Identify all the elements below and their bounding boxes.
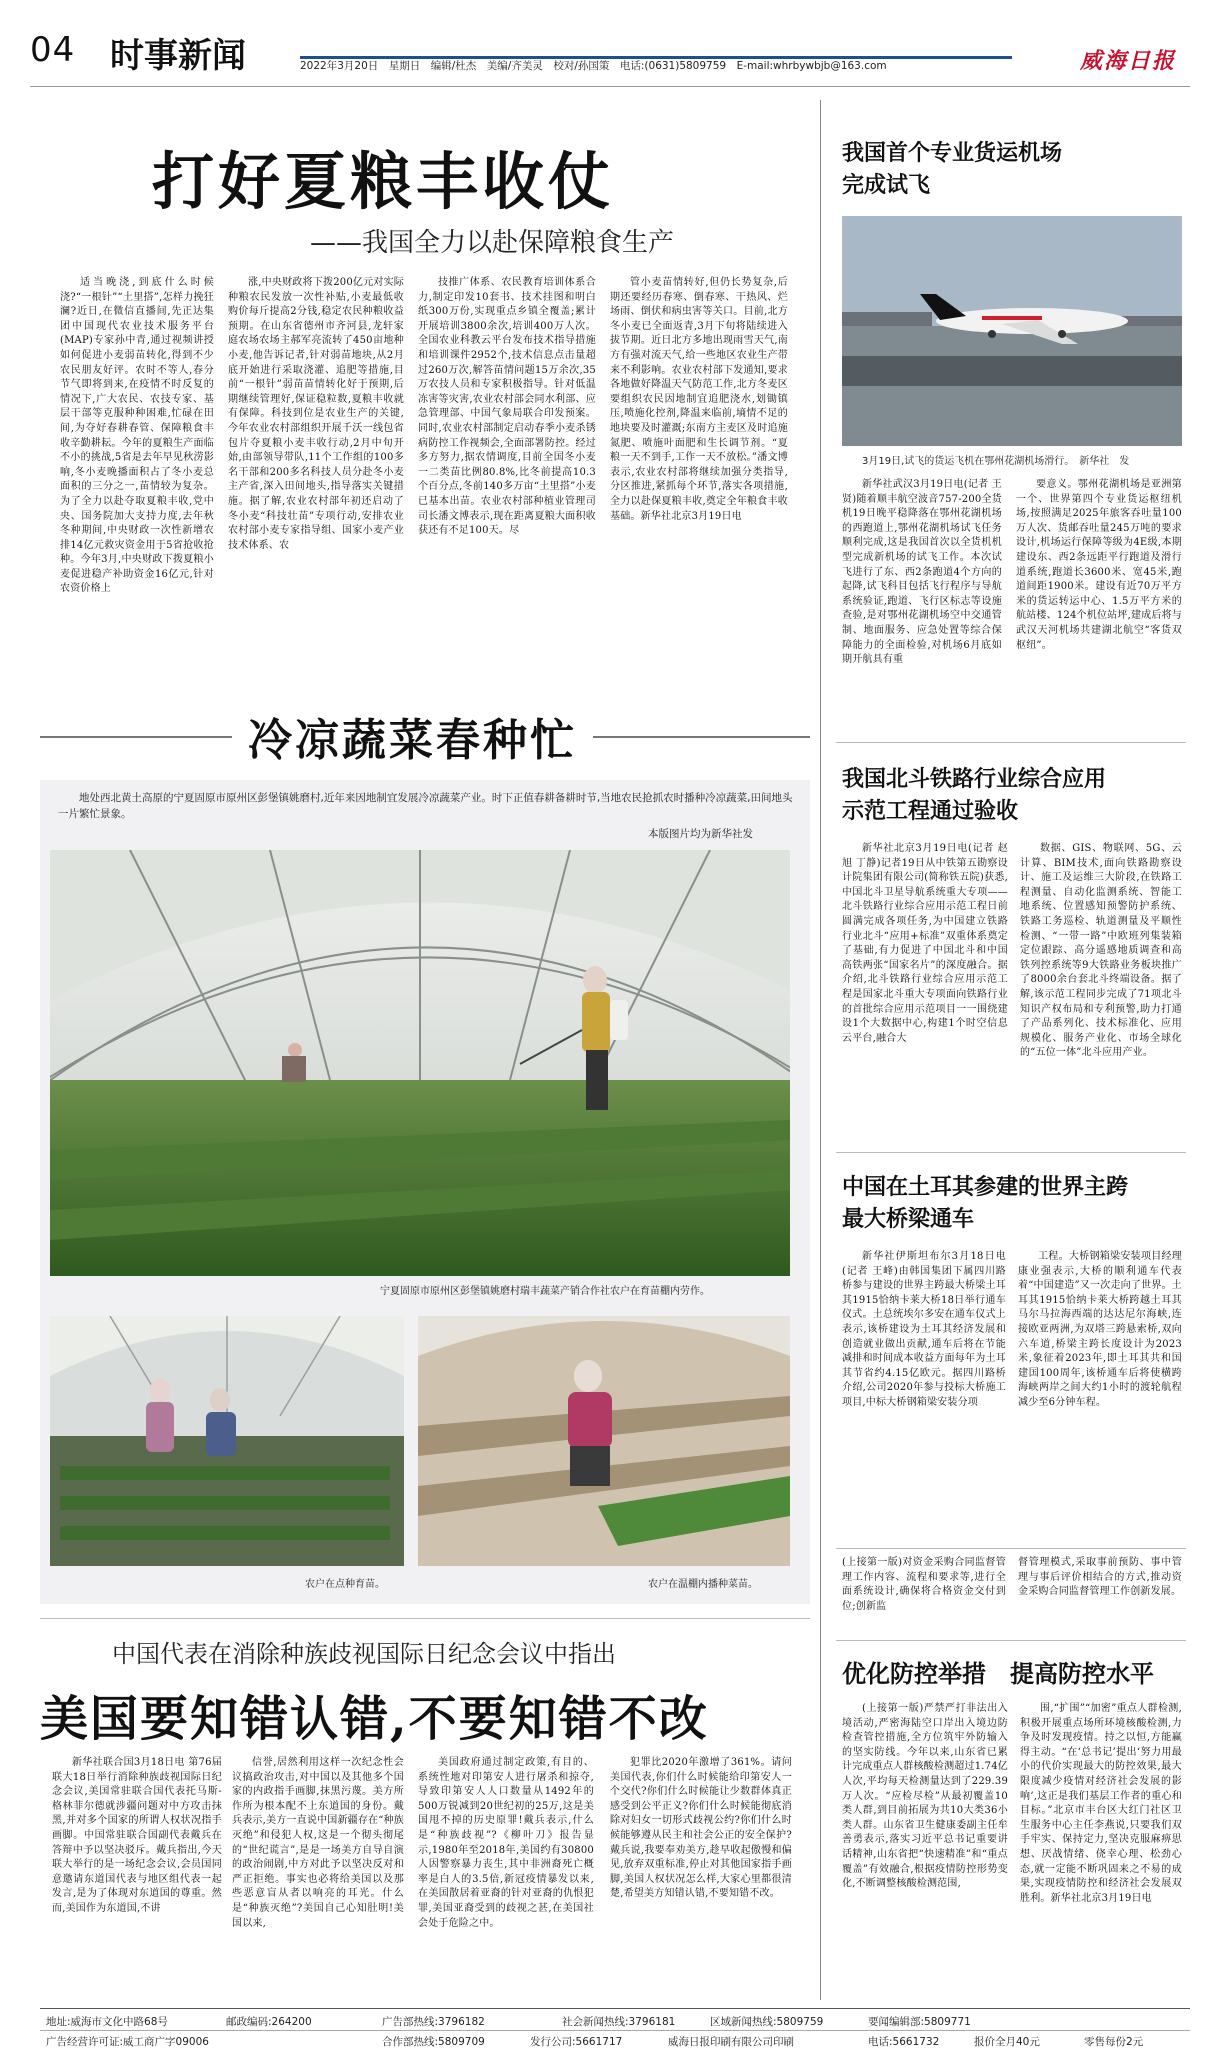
- airport-col-1: 新华社武汉3月19日电(记者 王贤)随着顺丰航空波音757-200全货机19日晚平稳降落在鄂州花湖机场的西跑道上,鄂州花湖机场试飞任务顺利完成,这是我国首次以全货机机型完成新机场的试飞工作。本次试飞进行了东、西2条跑道4个方向的起降,试飞科目包括飞行程序与导航系统验证,跑道、飞行区标志等设施查验,是对鄂州花湖机场空中交通管制、地面服务、应急处置等综合保障能力的全面检验,对机场6月底如期开航具有重: [842, 479, 1002, 666]
- masthead-logo: 威海日报: [1080, 48, 1177, 74]
- vegetable-title: 冷凉蔬菜春种忙: [232, 704, 593, 768]
- cont-col-2: 督管理模式,采取事前预防、事中管理与事后评价相结合的方式,推动资金采购合同监督管理工作创新发展。: [1018, 1557, 1182, 1598]
- un-col-2: 信誉,居然利用这样一次纪念性会议搞政治攻击,对中国以及其他多个国家的内政指手画脚,抹黑污蔑。美方所作所为根本配不上东道国的身份。戴兵表示,美方一直说中国新疆存在“种族灭绝”和侵犯人权,这是一个彻头彻尾的“世纪谎言”,是是一场美方自导自演的政治闹剧,中方对此予以坚决反对和严正拒绝。事实也必将给美国以及那些恶意盲从者以响亮的耳光。什么是“种族灭绝”?美国自己心知肚明!美国以来,: [232, 1757, 404, 1929]
- lead-title: 打好夏粮丰收仗: [152, 145, 615, 218]
- footer-social-hotline: 社会新闻热线:3796181: [562, 2016, 676, 2028]
- cont-col-1: (上接第一版)对资金采购合同监督管理工作内容、流程和要求等,进行全面系统设计,确保将合格资金交付到位;创新监: [842, 1557, 1006, 1612]
- footer-mid-rule: [40, 2030, 1190, 2031]
- un-kicker: 中国代表在消除种族歧视国际日纪念会议中指出: [112, 1640, 616, 1668]
- un-col-4: 犯罪比2020年激增了361%。请问美国代表,你们什么时候能给印第安人一个交代?你们什么时候能让少数群体真正感受到公平正义?你们什么时候能彻底消除对妇女一切形式歧视公约?你们什么时候能够遵从民主和社会公正的安全保护?戴兵说,我要奉劝美方,趁早收起傲慢和偏见,放弃双重标准,停止对其他国家指手画脚,美国人权状况怎么样,大家心里都很清楚,希望美方知错认错,不要知错不改。: [610, 1757, 792, 1900]
- epidemic-top-rule: [836, 1640, 1186, 1641]
- footer-ad-hotline: 广告部热线:3796182: [382, 2016, 485, 2028]
- footer-distribution: 发行公司:5661717: [530, 2036, 623, 2048]
- footer-news-desk: 要闻编辑部:5809771: [868, 2016, 971, 2028]
- airport-caption: 3月19日,试飞的货运飞机在鄂州花湖机场滑行。 新华社 发: [862, 456, 1130, 467]
- beidou-col-2: 数据、GIS、物联网、5G、云计算、BIM技术,面向铁路勘察设计、施工及运维三大阶段,在铁路工程测量、自动化监测系统、智能工地系统、位置感知预警防护系统、铁路工务巡检、轨道测量及平顺性检测、“一带一路”中欧班列集装箱定位跟踪、高分遥感地质调查和高铁列控系统等9大铁路业务板块推广了8000余台套北斗终端设备。据了解,该示范工程同步完成了71项北斗知识产权布局和专利预警,助力打通了产品系列化、技术标准化、应用规模化、服务产业化、市场全球化的“五位一体”北斗应用产业。: [1020, 843, 1182, 1059]
- footer-postcode: 邮政编码:264200: [226, 2016, 312, 2028]
- lead-subtitle: ——我国全力以赴保障粮食生产: [310, 228, 675, 258]
- lead-col-3: 技推广体系、农民教育培训体系合力,制定印发10套书、技术挂图和明白纸300万份,实现重点乡镇全覆盖;累计开展培训3800余次,培训400万人次。全国农业科教云平台发布技术指导措施和培训课件2952个,技术信息点击量超过260万次,解答苗情问题15万余次,35万农技人员和专家积极指导。针对低温冻害等灾害,农业农村部会同水利部、应急管理部、中国气象局联合印发预案。同时,农业农村部制定启动春季小麦杀锈病防控工作视频会,全面部署防控。经过多方努力,据农情调度,目前全国冬小麦一二类苗比例80.8%,比冬前提高10.3个百分点,冬前140多万亩“土里搭”小麦已基本出苗。农业农村部种植业管理司司长潘文博表示,现在距离夏粮大面积收获还有不足100天。尽: [418, 277, 596, 537]
- bridge-col-2: 工程。大桥钢箱梁安装项目经理康业强表示,大桥的顺利通车代表着“中国建造”又一次走向了世界。土耳其1915恰纳卡莱大桥跨越土耳其马尔马拉海西端的达达尼尔海峡,连接欧亚两洲,为双塔三跨悬索桥,双向六车道,桥梁主跨长度设计为2023米,象征着2023年,即土耳其共和国建国100周年,该桥通车后将使横跨海峡两岸之间大约1小时的渡轮航程减少至6分钟车程。: [1018, 1251, 1182, 1408]
- lead-col-4: 管小麦苗情转好,但仍长势复杂,后期还要经历春寒、倒春寒、干热风、烂场雨、倒伏和病虫害等关口。目前,北方冬小麦已全面返青,3月下旬将陆续进入拔节期。近日北方多地出现雨雪天气,南方有强对流天气,给一些地区农业生产带来不利影响。农业农村部下发通知,要求各地做好降温天气防范工作,北方冬麦区要组织农民因地制宜追肥浇水,划锄镇压,喷施化控剂,降温来临前,墒情不足的地块要及时灌溉;东南方主麦区及时追施氮肥、喷施叶面肥和生长调节剂。“夏粮一天不到手,工作一天不放松。”潘文博表示,农业农村部将继续加强分类指导,分区推进,紧抓每个环节,落实各项措施,全力以赴保夏粮丰收,奠定全年粮食丰收基础。新华社北京3月19日电: [610, 277, 788, 522]
- bridge-top-rule: [836, 1152, 1186, 1153]
- airport-col-2: 要意义。鄂州花湖机场是亚洲第一个、世界第四个专业货运枢纽机场,按照满足2025年旅客吞吐量100万人次、货邮吞吐量245万吨的要求设计,机场运行保障等级为4E级,本期建设东、西2条远距平行跑道及滑行道系统,跑道长3600米、宽45米,跑道间距1900米。建设有近70万平方米的货运转运中心、1.5万平方米的航站楼、124个机位站坪,建成后将与武汉天河机场共建湖北航空“客货双枢纽”。: [1016, 479, 1182, 651]
- beidou-title-2: 示范工程通过验收: [842, 798, 1019, 824]
- vegetable-caption-main: 宁夏固原市原州区彭堡镇姚磨村瑞丰蔬菜产销合作社农户在育苗棚内劳作。: [380, 1286, 710, 1297]
- seedling-photo: [50, 1316, 404, 1566]
- greenhouse-photo: [50, 850, 790, 1276]
- vegetable-intro: 地处西北黄土高原的宁夏固原市原州区彭堡镇姚磨村,近年来因地制宜发展冷凉蔬菜产业。时下正值春耕备耕时节,当地农民抢抓农时播种冷凉蔬菜,田间地头一片繁忙景象。: [58, 792, 793, 820]
- header-bottom-rule: [30, 86, 1190, 87]
- footer-license: 广告经营许可证:威工商广字09006: [46, 2036, 209, 2048]
- beidou-col-1: 新华社北京3月19日电(记者 赵旭 丁静)记者19日从中铁第五勘察设计院集团有限公司(简称铁五院)获悉,中国北斗卫星导航系统重大专项——北斗铁路行业综合应用示范工程日前圆满完成各项任务,为中国建立铁路行业北斗“应用+标准”双重体系奠定了基础,有力促进了中国北斗和中国高铁两张“国家名片”的深度融合。据介绍,北斗铁路行业综合应用示范工程是国家北斗重大专项面向铁路行业的首批综合应用示范项目一一围绕建设1个大数据中心,构建1个时空信息云平台,融合大: [842, 843, 1008, 1044]
- footer-address: 地址:威海市文化中路68号: [46, 2016, 168, 2028]
- epidemic-title: 优化防控举措 提高防控水平: [842, 1659, 1154, 1688]
- un-col-3: 美国政府通过制定政策,有目的、系统性地对印第安人进行屠杀和掠夺,导致印第安人人口数量从1492年的500万锐减到20世纪初的25万,这是美国甩不掉的历史原罪!戴兵表示,什么是“种族歧视”?《柳叶刀》报告显示,1980年至2018年,美国约有30800人因警察暴力丧生,其中非洲裔死亡概率是白人的3.5倍,新冠疫情暴发以来,在美国散居着亚裔的针对亚裔的仇恨犯罪,美国亚裔受到的歧视之甚,在美国社会处于危险之中。: [418, 1757, 594, 1929]
- footer-printer: 威海日报印刷有限公司印刷: [668, 2036, 794, 2048]
- footer-top-rule: [40, 2008, 1190, 2009]
- column-divider: [820, 100, 821, 2000]
- page-number: 04: [30, 30, 76, 70]
- beidou-top-rule: [836, 742, 1186, 743]
- footer-phone: 电话:5661732: [868, 2036, 940, 2048]
- header-info: 2022年3月20日 星期日 编辑/杜杰 美编/齐美灵 校对/孙国策 电话:(0631)5809759 E-mail:whrbywbjb@163.com: [300, 60, 887, 72]
- footer-region-hotline: 区域新闻热线:5809759: [710, 2016, 824, 2028]
- bridge-title-2: 最大桥梁通车: [842, 1206, 975, 1232]
- cargo-plane-photo: [842, 216, 1182, 446]
- footer-monthly-price: 报价全月40元: [974, 2036, 1040, 2048]
- airport-title-1: 我国首个专业货运机场: [842, 140, 1063, 166]
- un-top-rule: [40, 1618, 810, 1619]
- lead-col-2: 涨,中央财政将下拨200亿元对实际种粮农民发放一次性补贴,小麦最低收购价每斤提高2分钱,稳定农民种粮收益预期。在山东省德州市齐河县,龙轩家庭农场农场主郝军亮流转了450亩地种小麦,他告诉记者,针对弱苗地块,从2月底开始进行采取浇灌、追肥等措施,目前“一根针”弱苗苗情转化好于预期,后期继续管理好,保证稳粒数,夏粮丰收就有保障。科技到位是农业生产的关键,今年农业农村部组织开展千沃一线包省包片夺夏粮小麦丰收行动,2月中旬开始,由部领导带队,11个工作组的100多名干部和200多名科技人员分赴冬小麦主产省,深入田间地头,指导落实关键措施。据了解,农业农村部年初还启动了冬小麦“科技壮苗”专项行动,安排农业农村部小麦专家指导组、国家小麦产业技术体系、农: [228, 277, 404, 551]
- section-title: 时事新闻: [110, 36, 246, 76]
- footer-coop-hotline: 合作部热线:5809709: [382, 2036, 485, 2048]
- cont-top-rule: [836, 1548, 1186, 1549]
- bridge-col-1: 新华社伊斯坦布尔3月18日电(记者 王峰)由韩国集团下属四川路桥参与建设的世界主跨最大桥梁土耳其1915恰纳卡莱大桥18日举行通车仪式。土总统埃尔多安在通车仪式上表示,该桥建设为土耳其经济发展和创造就业做出贡献,通车后将在节能减排和时间成本收益方面每年为土耳其节省约4.15亿欧元。据四川路桥介绍,公司2020年参与投标大桥施工项目,中标大桥钢箱梁安装分项: [842, 1251, 1006, 1408]
- vegetable-caption-right: 农户在温棚内播种菜苗。: [648, 1579, 758, 1590]
- vegetable-credit: 本版图片均为新华社发: [648, 828, 753, 840]
- epidemic-col-1: (上接第一版)严禁严打非法出入境活动,严密海陆空口岸出入境边防检查管控措施,全方位筑牢外防输入的坚实防线。今年以来,山东省已累计完成重点人群核酸检测超过1.74亿人次,平均每天检测量达到了229.39万人次。“应检尽检”从最初覆盖10类人群,到目前拓展为共10大类36小类人群。山东省卫生健康委副主任牟善勇表示,落实习近平总书记重要讲话精神,山东省把“快速精准”和“重点覆盖”有效融合,根据疫情防控形势变化,不断调整核酸检测范围,: [842, 1703, 1008, 1890]
- planting-photo: [418, 1316, 790, 1566]
- epidemic-col-2: 围,“扩围”“加密”重点人群检测,积极开展重点场所环境核酸检测,力争及时发现疫情。持之以恒,方能赢得主动。“在‘总书记’提出‘努力用最小的代价实现最大的防控效果,最大限度减少疫情对经济社会发展的影响’,这正是我们基层工作者的重心和目标。”北京市丰台区大红门社区卫生服务中心主任李燕说,只要我们双手牢实、保持定力,坚决克服麻痹思想、厌战情绪、侥幸心理、松劲心态,就一定能不断巩固来之不易的成果,实现疫情防控和经济社会发展双胜利。新华社北京3月19日电: [1020, 1703, 1182, 1904]
- bridge-title-1: 中国在土耳其参建的世界主跨: [842, 1174, 1129, 1200]
- airport-title-2: 完成试飞: [842, 172, 931, 198]
- un-title: 美国要知错认错,不要知错不改: [40, 1691, 709, 1747]
- un-col-1: 新华社联合国3月18日电 第76届联大18日举行消除种族歧视国际日纪念会议,美国常驻联合国代表托马斯-格林菲尔德就涉疆问题对中方攻击抹黑,并对多个国家的所谓人权状况指手画脚。中国常驻联合国副代表戴兵在答辩中予以坚决驳斥。戴兵指出,今天联大举行的是一场纪念会议,会员国同意邀请东道国代表与地区组代表一起发言,是为了体现对东道国的尊重。然而,美国作为东道国,不讲: [52, 1757, 222, 1914]
- lead-col-1: 适当晚浇,到底什么时候浇?“一根针”“土里搭”,怎样力挽狂澜?近日,在微信直播间,先正达集团中国现代农业技术服务平台(MAP)专家孙中青,通过视频讲授如何促进小麦弱苗转化,得到不少农民朋友好评。农时不等人,春分节气即将到来,在疫情不时反复的情况下,广大农民、农技专家、基层干部等克服种种困难,忙碌在田间,为夺好春耕春管、保障粮食丰收辛勤耕耘。今年的夏粮生产面临不小的挑战,5省是去年早见秋涝影响,冬小麦晚播面积占了冬小麦总面积的三分之一,苗情较为复杂。为了全力以赴夺取夏粮丰收,党中央、国务院加大支持力度,去年秋冬种期间,中央财政一次性新增农排14亿元救灾资金用于5省抢收抢种。今年3月,中央财政下拨夏粮小麦促进稳产补助资金16亿元,针对农资价格上: [60, 277, 214, 595]
- beidou-title-1: 我国北斗铁路行业综合应用: [842, 766, 1107, 792]
- footer-retail-price: 零售每份2元: [1084, 2036, 1144, 2048]
- vegetable-caption-left: 农户在点种育苗。: [305, 1579, 385, 1590]
